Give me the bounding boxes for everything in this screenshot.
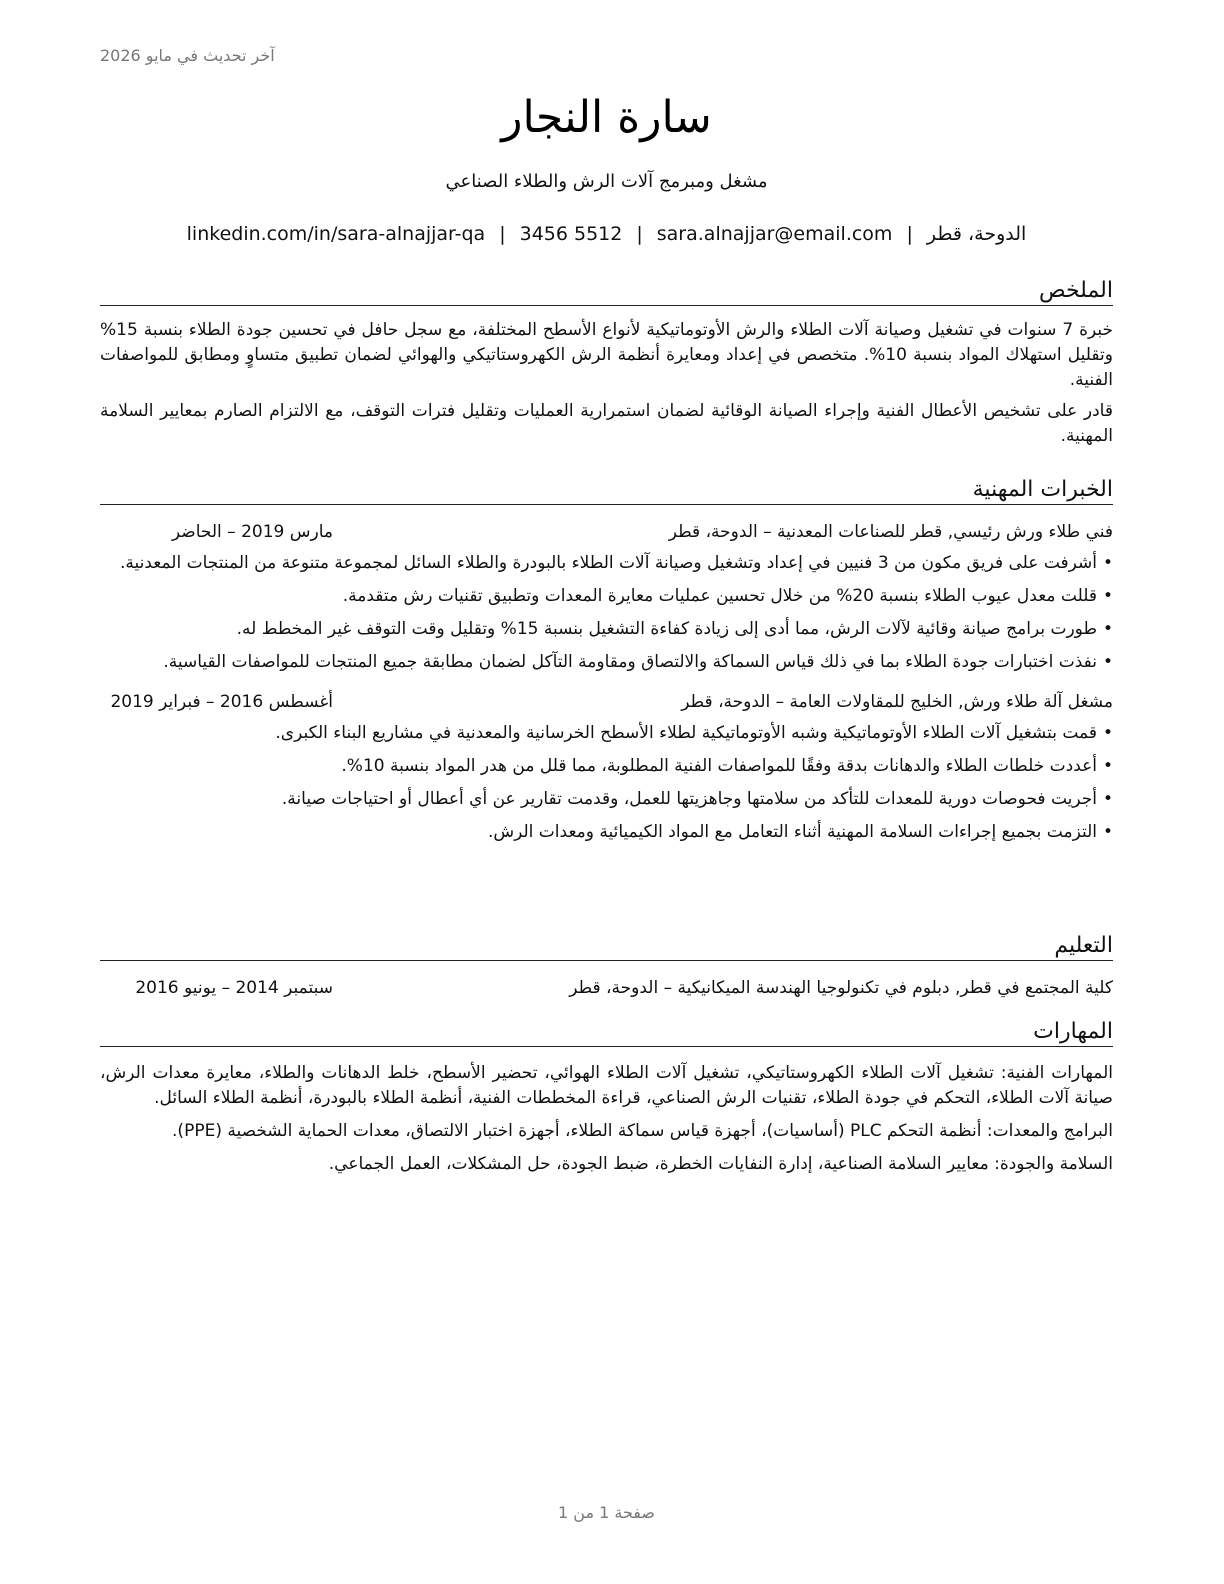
skills-technical: المهارات الفنية: تشغيل آلات الطلاء الكهروستاتيكي، تشغيل آلات الطلاء الهوائي، تحضير الأسطح، خلط الدهانات والطلاء، معايرة معدات الرش، صيانة آلات الطلاء، التحكم في جودة الطلاء، تقنيات الرش الصناعي، قراءة المخططات الفنية، أنظمة الطلاء بالبودرة، أنظمة الطلاء السائل. — [100, 1063, 1113, 1108]
contact-separator: | — [499, 223, 506, 245]
job-dates: مارس 2019 – الحاضر — [171, 522, 333, 542]
summary-section — [100, 278, 1113, 449]
job-dates: أغسطس 2016 – فبراير 2019 — [110, 692, 333, 712]
experience-section — [100, 477, 1113, 853]
section-heading-education: التعليم — [100, 933, 1113, 961]
list-item: • طورت برامج صيانة وقائية لآلات الرش، مما أدى إلى زيادة كفاءة التشغيل بنسبة 15% وتقليل وقت التوقف غير المخطط له. — [100, 617, 1113, 642]
list-item: • التزمت بجميع إجراءات السلامة المهنية أثناء التعامل مع المواد الكيميائية ومعدات الرش. — [100, 820, 1113, 845]
job-role-company: فني طلاء ورش رئيسي, قطر للصناعات المعدنية – الدوحة، قطر — [668, 522, 1113, 542]
education-entry — [100, 975, 1113, 1001]
contact-separator: | — [906, 223, 913, 245]
skills-software-equipment: البرامج والمعدات: أنظمة التحكم PLC (أساسيات)، أجهزة قياس سماكة الطلاء، أجهزة اختبار الالتصاق، معدات الحماية الشخصية (PPE). — [172, 1121, 1113, 1141]
job-title: مشغل ومبرمج آلات الرش والطلاء الصناعي — [445, 171, 768, 192]
skills-safety-quality: السلامة والجودة: معايير السلامة الصناعية، إدارة النفايات الخطرة، ضبط الجودة، حل المشكلات، العمل الجماعي. — [328, 1154, 1113, 1174]
contact-email[interactable]: sara.alnajjar@email.com — [656, 223, 893, 245]
resume-page — [100, 0, 1113, 1584]
job-role-company: مشغل آلة طلاء ورش, الخليج للمقاولات العامة – الدوحة، قطر — [681, 692, 1113, 712]
section-heading-summary: الملخص — [100, 278, 1113, 306]
list-item: • أعددت خلطات الطلاء والدهانات بدقة وفقًا للمواصفات الفنية المطلوبة، مما قلل من هدر المواد بنسبة 10%. — [100, 754, 1113, 779]
section-heading-experience: الخبرات المهنية — [100, 477, 1113, 505]
job-header — [100, 689, 1113, 715]
contact-linkedin[interactable]: linkedin.com/in/sara-alnajjar-qa — [186, 223, 486, 245]
page-number: صفحة 1 من 1 — [558, 1503, 655, 1522]
list-item: • أجريت فحوصات دورية للمعدات للتأكد من سلامتها وجاهزيتها للعمل، وقدمت تقارير عن أي أعطال أو احتياجات صيانة. — [100, 787, 1113, 812]
contact-separator: | — [636, 223, 643, 245]
candidate-name: سارة النجار — [501, 92, 712, 143]
job-entry — [100, 519, 1113, 675]
education-institution: كلية المجتمع في قطر, دبلوم في تكنولوجيا الهندسة الميكانيكية – الدوحة، قطر — [569, 978, 1113, 998]
job-bullets — [100, 551, 1113, 675]
education-section — [100, 933, 1113, 1001]
list-item: • قللت معدل عيوب الطلاء بنسبة 20% من خلال تحسين عمليات معايرة المعدات وتطبيق تقنيات رش متقدمة. — [100, 584, 1113, 609]
list-item: • قمت بتشغيل آلات الطلاء الأوتوماتيكية وشبه الأوتوماتيكية لطلاء الأسطح الخرسانية والمعدنية في مشاريع البناء الكبرى. — [100, 721, 1113, 746]
summary-paragraph: قادر على تشخيص الأعطال الفنية وإجراء الصيانة الوقائية لضمان استمرارية العمليات وتقليل فترات التوقف، مع الالتزام الصارم بمعايير السلامة المهنية. — [100, 401, 1113, 446]
job-entry — [100, 689, 1113, 845]
contact-location: الدوحة، قطر — [926, 223, 1027, 245]
contact-phone[interactable]: 3456 5512 — [519, 223, 623, 245]
job-header — [100, 519, 1113, 545]
summary-paragraph: خبرة 7 سنوات في تشغيل وصيانة آلات الطلاء والرش الأوتوماتيكية لأنواع الأسطح المختلفة، مع سجل حافل في تحسين جودة الطلاء بنسبة 15% وتقليل استهلاك المواد بنسبة 10%. متخصص في إعداد ومعايرة أنظمة الرش الكهروستاتيكي والهوائي لضمان تطبيق متساوٍ ومطابق للمواصفات الفنية. — [100, 320, 1113, 390]
education-dates: سبتمبر 2014 – يونيو 2016 — [135, 978, 333, 998]
contact-line — [100, 223, 1113, 245]
list-item: • أشرفت على فريق مكون من 3 فنيين في إعداد وتشغيل وصيانة آلات الطلاء بالبودرة والطلاء السائل لمجموعة متنوعة من المنتجات المعدنية. — [100, 551, 1113, 576]
job-bullets — [100, 721, 1113, 845]
list-item: • نفذت اختبارات جودة الطلاء بما في ذلك قياس السماكة والالتصاق ومقاومة التآكل لضمان مطابقة جميع المنتجات للمواصفات القياسية. — [100, 650, 1113, 675]
last-updated: آخر تحديث في مايو 2026 — [100, 46, 275, 65]
skills-section — [100, 1019, 1113, 1185]
section-heading-skills: المهارات — [100, 1019, 1113, 1047]
